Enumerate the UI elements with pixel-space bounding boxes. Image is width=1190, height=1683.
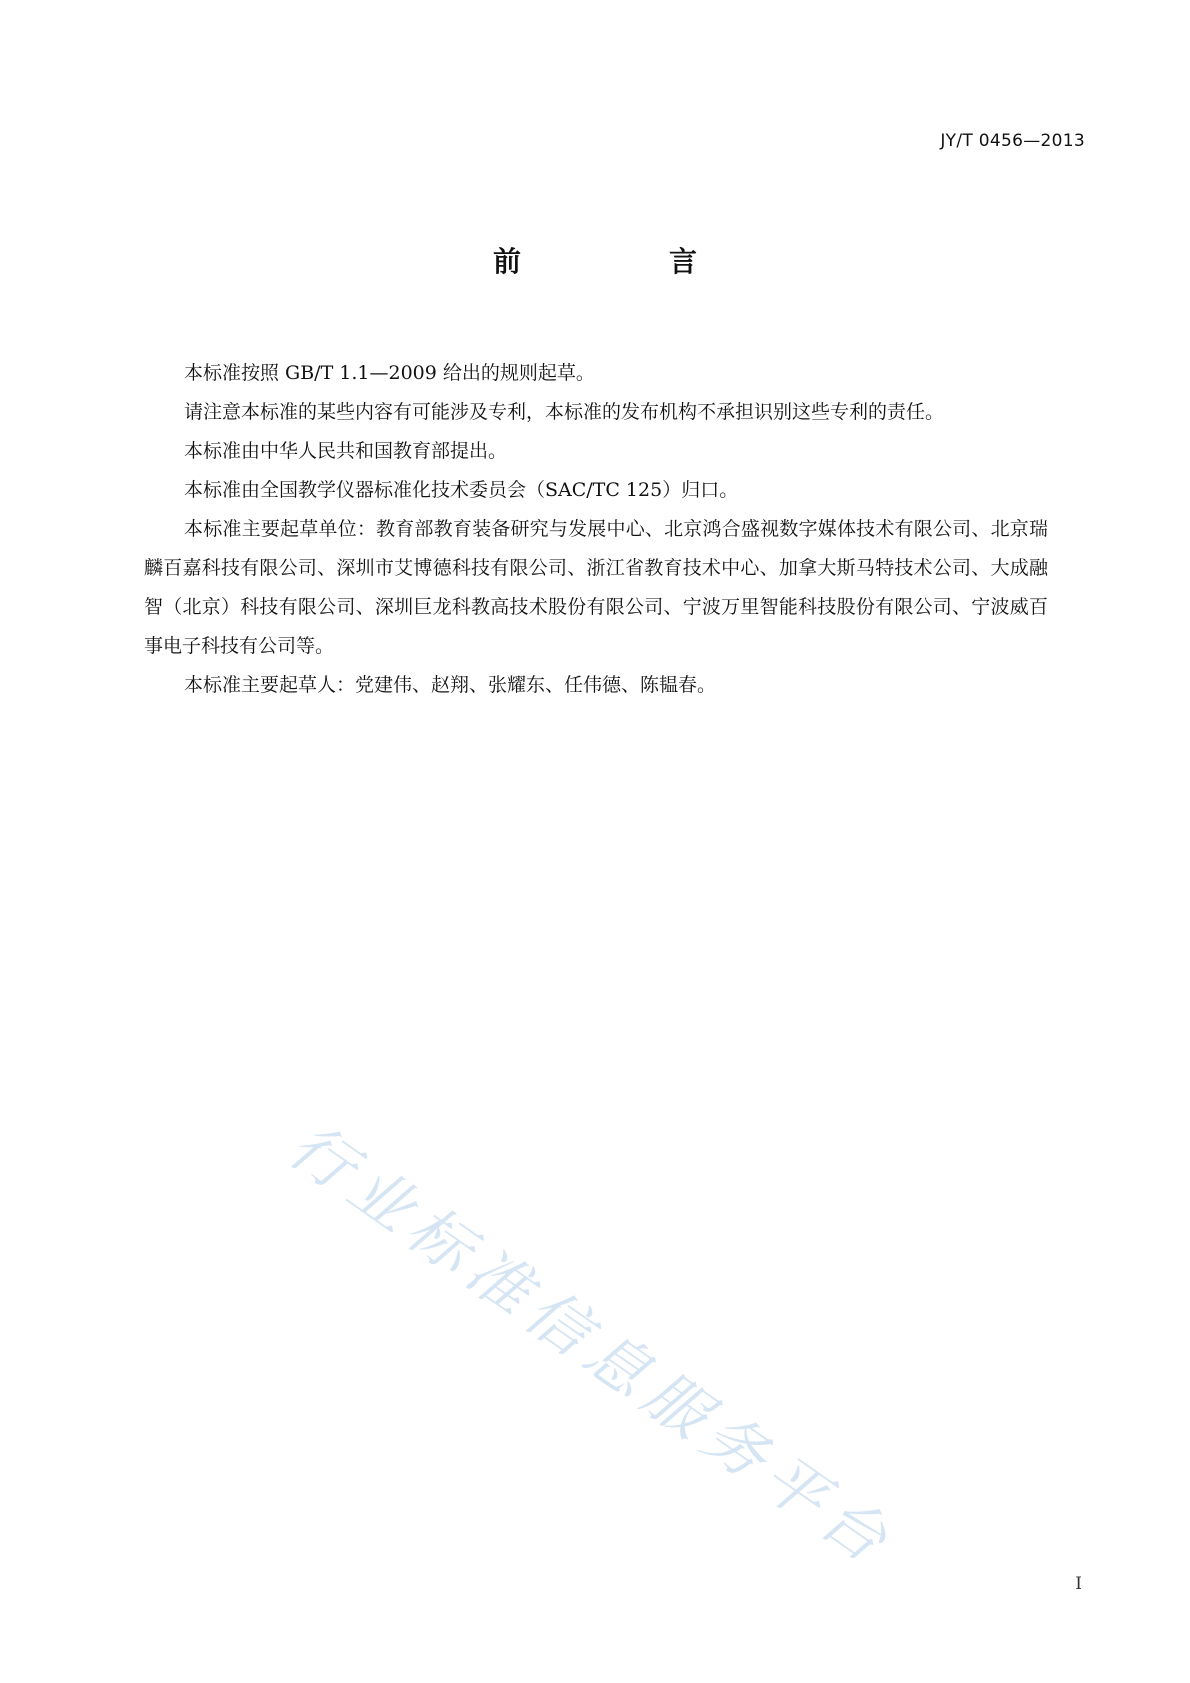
paragraph-patent-notice: 请注意本标准的某些内容有可能涉及专利，本标准的发布机构不承担识别这些专利的责任。 <box>184 401 945 423</box>
standard-code: JY/T 0456—2013 <box>940 131 1085 151</box>
page-title: 前 言 <box>492 245 757 278</box>
page-number: I <box>1075 1574 1082 1594</box>
paragraph-committee: 本标准由全国教学仪器标准化技术委员会（SAC/TC 125）归口。 <box>184 479 739 501</box>
paragraph-drafting-rules: 本标准按照 GB/T 1.1—2009 给出的规则起草。 <box>184 362 595 384</box>
foreword-body <box>144 354 1048 705</box>
paragraph-drafters: 本标准主要起草人：党建伟、赵翔、张耀东、任伟德、陈韫春。 <box>184 674 717 696</box>
paragraph-drafting-units: 本标准主要起草单位：教育部教育装备研究与发展中心、北京鸿合盛视数字媒体技术有限公司、北京瑞麟百嘉科技有限公司、深圳市艾博德科技有限公司、浙江省教育技术中心、加拿大斯马特技术公司、大成融智（北京）科技有限公司、深圳巨龙科教高技术股份有限公司、宁波万里智能科技股份有限公司、宁波威百事电子科技有公司等。 <box>144 518 1048 657</box>
paragraph-proposer: 本标准由中华人民共和国教育部提出。 <box>184 440 508 462</box>
watermark-text: 行业标准信息服务平台 <box>276 1108 908 1582</box>
